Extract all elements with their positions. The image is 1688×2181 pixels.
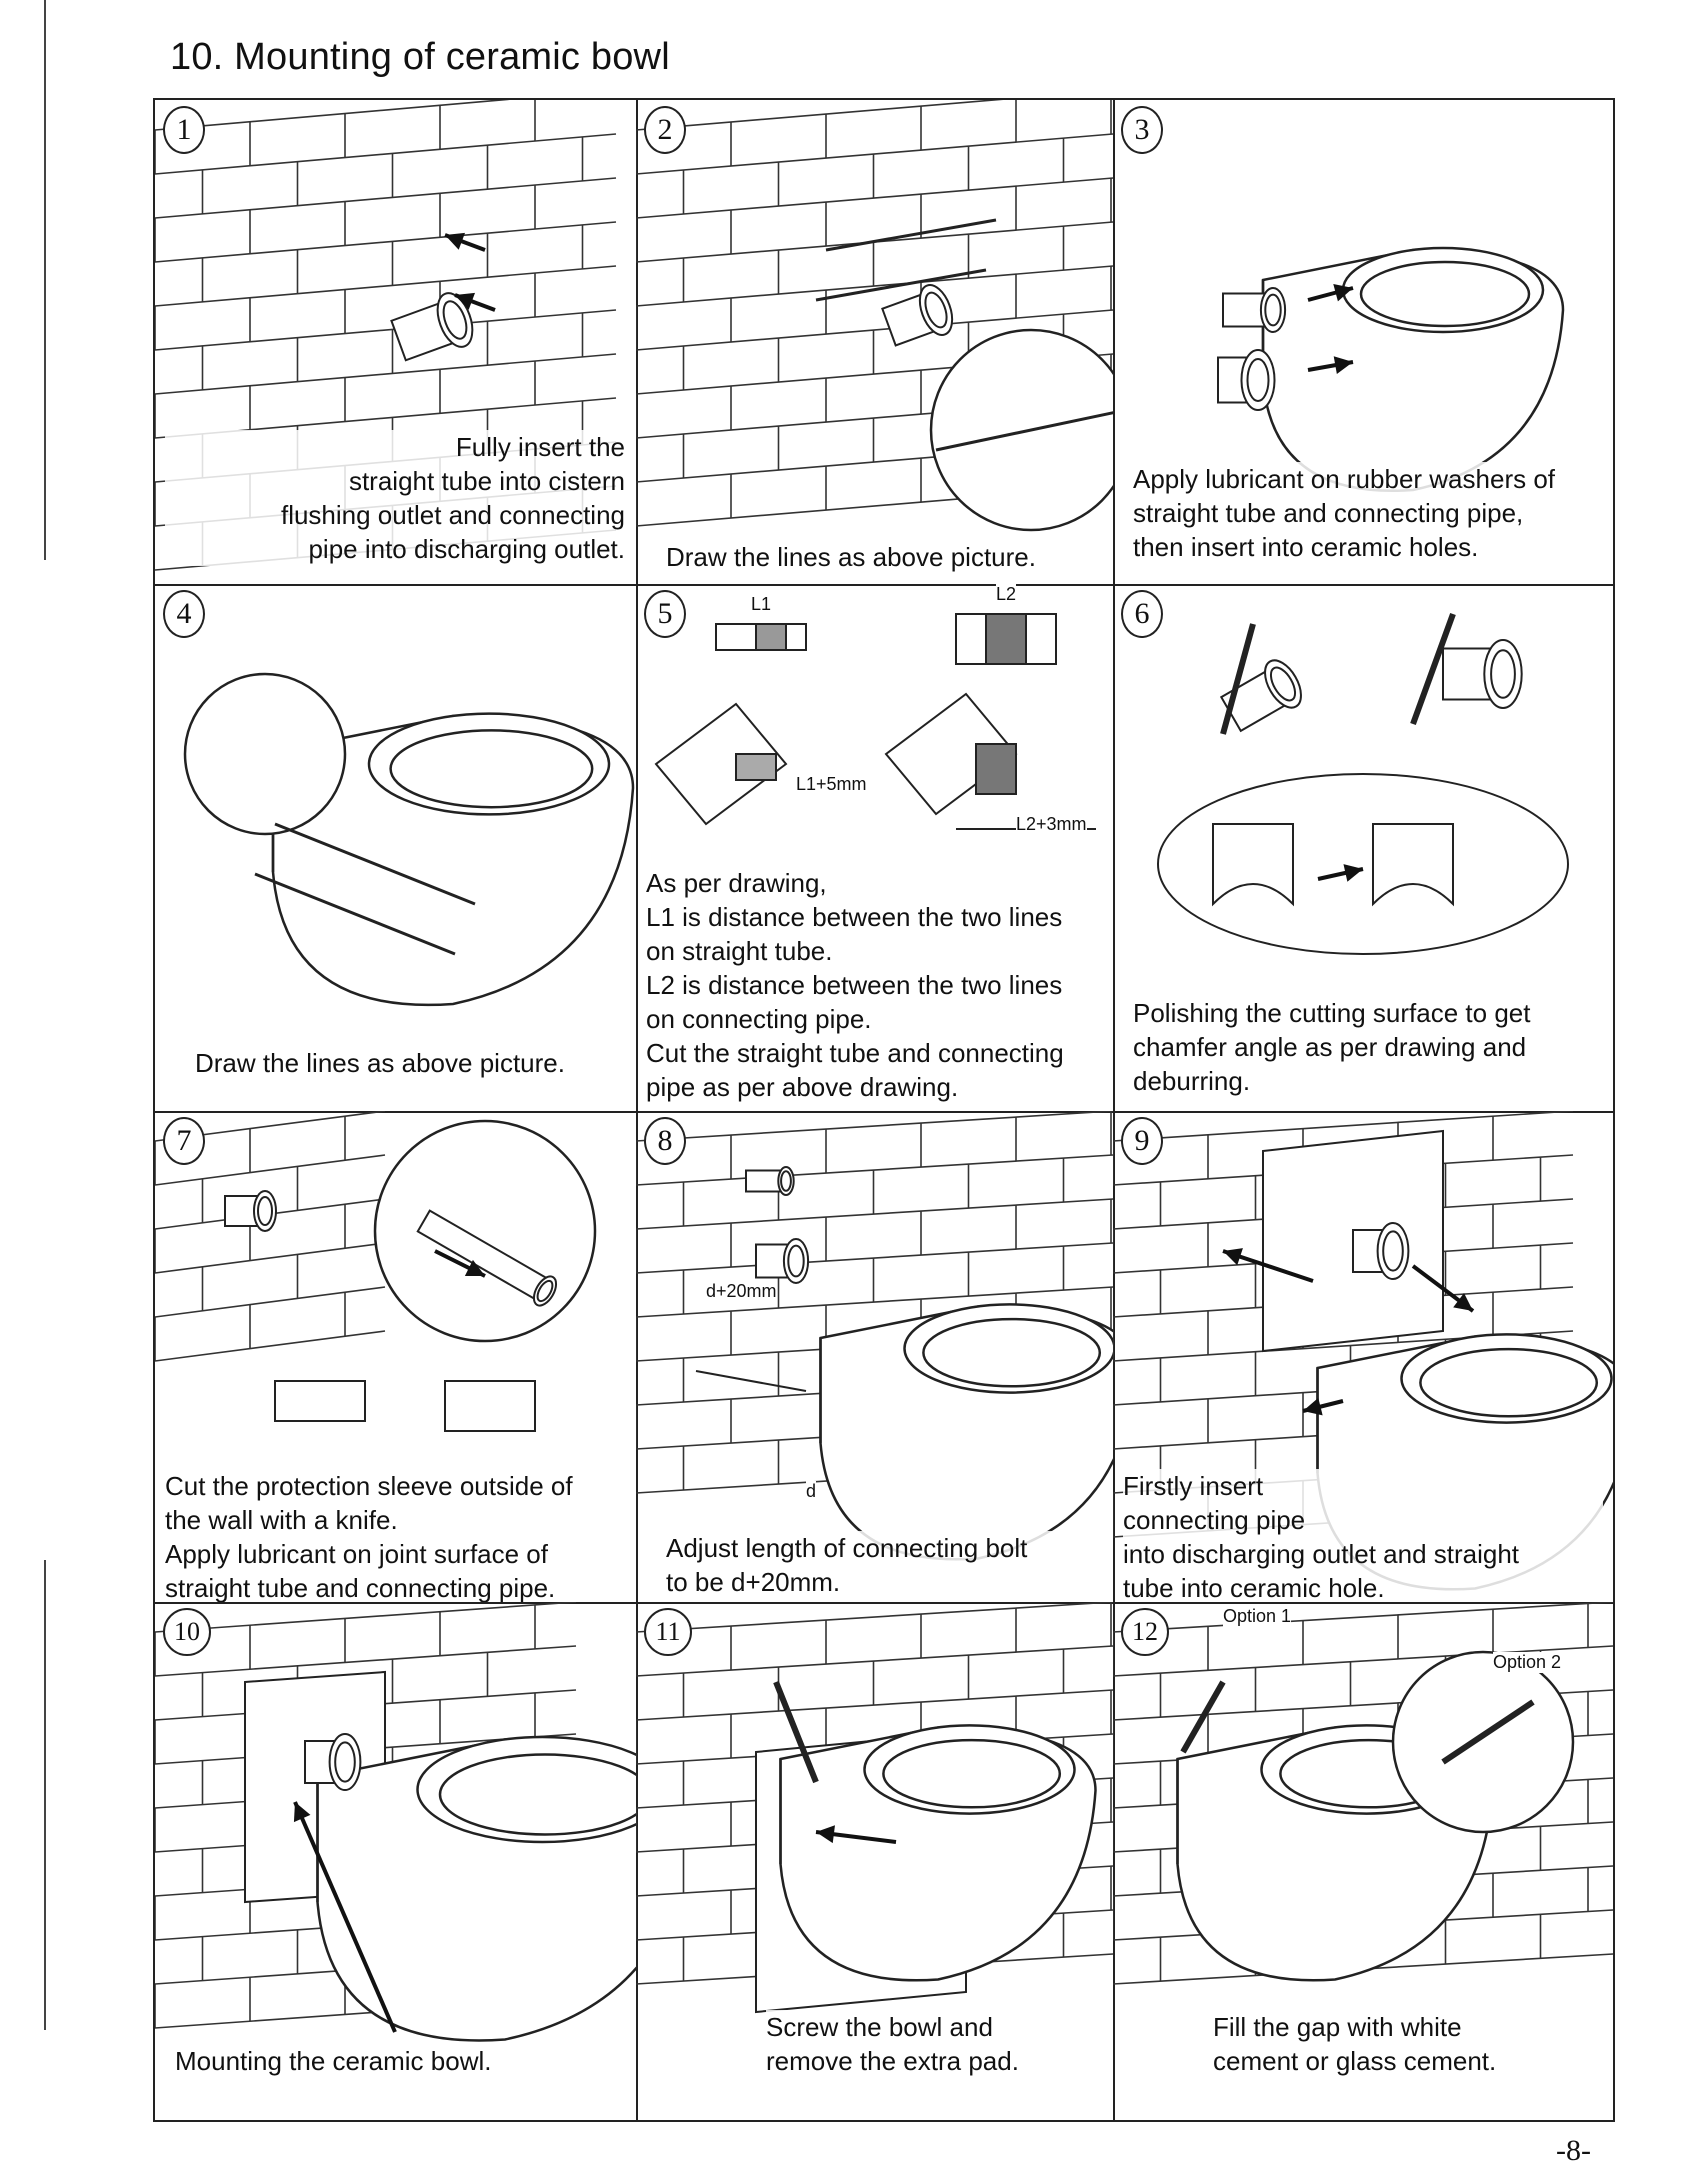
- caption-line: Cut the straight tube and connecting: [646, 1038, 1064, 1068]
- caption-line: As per drawing,: [646, 868, 827, 898]
- pipe-drawing: [225, 1191, 276, 1231]
- caption-line: into discharging outlet and straight: [1123, 1539, 1520, 1569]
- step-number: 4: [163, 590, 205, 638]
- step-caption: [1133, 462, 1603, 564]
- caption-line: straight tube and connecting pipe.: [165, 1573, 556, 1602]
- step-illustration: [636, 1111, 1113, 1602]
- step-number: 12: [1121, 1608, 1169, 1656]
- step-caption: [175, 2044, 615, 2078]
- pipe-drawing: [1218, 350, 1275, 410]
- caption-line: cement or glass cement.: [1213, 2046, 1497, 2076]
- step-panel-1: [155, 100, 636, 584]
- ceramic-bowl-drawing: [781, 1725, 1096, 1980]
- label-d: d: [806, 1481, 817, 1501]
- pipe-drawing: [756, 1239, 808, 1283]
- caption-line: connecting pipe: [1123, 1505, 1306, 1535]
- step-number: 5: [644, 590, 686, 638]
- caption-line: Fill the gap with white: [1213, 2012, 1462, 2042]
- caption-line: deburring.: [1133, 1066, 1251, 1096]
- caption-line: L2 is distance between the two lines: [646, 970, 1063, 1000]
- caption-line: pipe as per above drawing.: [646, 1072, 959, 1102]
- page-title: 10. Mounting of ceramic bowl: [170, 36, 670, 78]
- step-number: 2: [644, 106, 686, 154]
- pipe-drawing: [1353, 1223, 1408, 1279]
- detail-inset: [185, 674, 345, 834]
- caption-line: Draw the lines as above picture.: [195, 1048, 565, 1078]
- detail-inset: [931, 330, 1113, 530]
- caption-line: on straight tube.: [646, 936, 833, 966]
- caption-line: pipe into discharging outlet.: [308, 534, 625, 564]
- label-l2-cut: L2+3mm: [1016, 814, 1087, 834]
- caption-line: Apply lubricant on joint surface of: [165, 1539, 548, 1569]
- caption-line: Cut the protection sleeve outside of: [165, 1471, 573, 1501]
- step-caption: [766, 2010, 1096, 2078]
- caption-line: flushing outlet and connecting: [280, 500, 625, 530]
- step-caption: [1133, 996, 1603, 1098]
- ceramic-bowl-drawing: [821, 1304, 1114, 1559]
- step-panel-6: [1113, 584, 1613, 1111]
- ceramic-bowl-drawing: [318, 1737, 637, 2040]
- caption-line: chamfer angle as per drawing and: [1133, 1032, 1527, 1062]
- step-illustration: [636, 100, 1113, 584]
- caption-line: on connecting pipe.: [646, 1004, 872, 1034]
- detail-inset: [375, 1121, 595, 1341]
- caption-line: to be d+20mm.: [666, 1567, 841, 1597]
- caption-line: the wall with a knife.: [165, 1505, 398, 1535]
- step-panel-3: [1113, 100, 1613, 584]
- step-caption: [646, 866, 1106, 1104]
- step-caption: [165, 1469, 635, 1602]
- step-number: 11: [644, 1608, 692, 1656]
- caption-line: tube into ceramic hole.: [1123, 1573, 1385, 1602]
- detail-inset: [1393, 1652, 1573, 1832]
- label-l1-cut: L1+5mm: [796, 774, 867, 794]
- step-panel-5: [636, 584, 1113, 1111]
- label-d20: d+20mm: [706, 1281, 777, 1301]
- step-caption: [165, 430, 625, 566]
- step-number: 6: [1121, 590, 1163, 638]
- step-illustration: [155, 1602, 636, 2120]
- step-panel-12: [1113, 1602, 1613, 2120]
- caption-line: L1 is distance between the two lines: [646, 902, 1063, 932]
- step-caption: [195, 1046, 615, 1080]
- step-caption: [1213, 2010, 1593, 2078]
- caption-line: Polishing the cutting surface to get: [1133, 998, 1531, 1028]
- page-number: -8-: [1556, 2134, 1591, 2167]
- step-number: 10: [163, 1608, 211, 1656]
- step-number: 1: [163, 106, 205, 154]
- step-number: 8: [644, 1117, 686, 1165]
- caption-line: straight tube and connecting pipe,: [1133, 498, 1524, 528]
- caption-line: Fully insert the: [455, 432, 625, 462]
- step-number: 7: [163, 1117, 205, 1165]
- step-number: 9: [1121, 1117, 1163, 1165]
- pipe-drawing: [305, 1734, 360, 1790]
- caption-line: Apply lubricant on rubber washers of: [1133, 464, 1556, 494]
- step-number: 3: [1121, 106, 1163, 154]
- step-panel-2: [636, 100, 1113, 584]
- step-panel-4: [155, 584, 636, 1111]
- caption-line: Firstly insert: [1123, 1471, 1264, 1501]
- step-panel-11: [636, 1602, 1113, 2120]
- label-option1: Option 1: [1223, 1606, 1292, 1626]
- caption-line: Adjust length of connecting bolt: [666, 1533, 1028, 1563]
- scan-edge-mark: [44, 0, 46, 560]
- caption-line: Mounting the ceramic bowl.: [175, 2046, 492, 2076]
- pipe-drawing: [1223, 288, 1285, 332]
- step-panel-7: [155, 1111, 636, 1602]
- label-l1: L1: [751, 594, 772, 614]
- caption-line: straight tube into cistern: [348, 466, 625, 496]
- pipe-drawing: [880, 281, 958, 352]
- caption-line: then insert into ceramic holes.: [1133, 532, 1479, 562]
- pipe-drawing: [746, 1167, 794, 1195]
- step-panel-9: [1113, 1111, 1613, 1602]
- chamfer-diagram: [1158, 774, 1568, 954]
- pipe-drawing: [1443, 640, 1522, 708]
- step-panel-10: [155, 1602, 636, 2120]
- label-l2: L2: [996, 584, 1017, 604]
- step-caption: [666, 540, 1106, 574]
- cutting-diagram: [656, 614, 1096, 829]
- caption-line: remove the extra pad.: [766, 2046, 1019, 2076]
- caption-line: Draw the lines as above picture.: [666, 542, 1036, 572]
- label-option2: Option 2: [1493, 1652, 1562, 1672]
- step-caption: [666, 1531, 1106, 1599]
- step-illustration: [155, 584, 636, 1111]
- caption-line: Screw the bowl and: [766, 2012, 993, 2042]
- step-caption: [1123, 1469, 1603, 1602]
- scan-edge-mark: [44, 1560, 46, 2030]
- step-panel-8: [636, 1111, 1113, 1602]
